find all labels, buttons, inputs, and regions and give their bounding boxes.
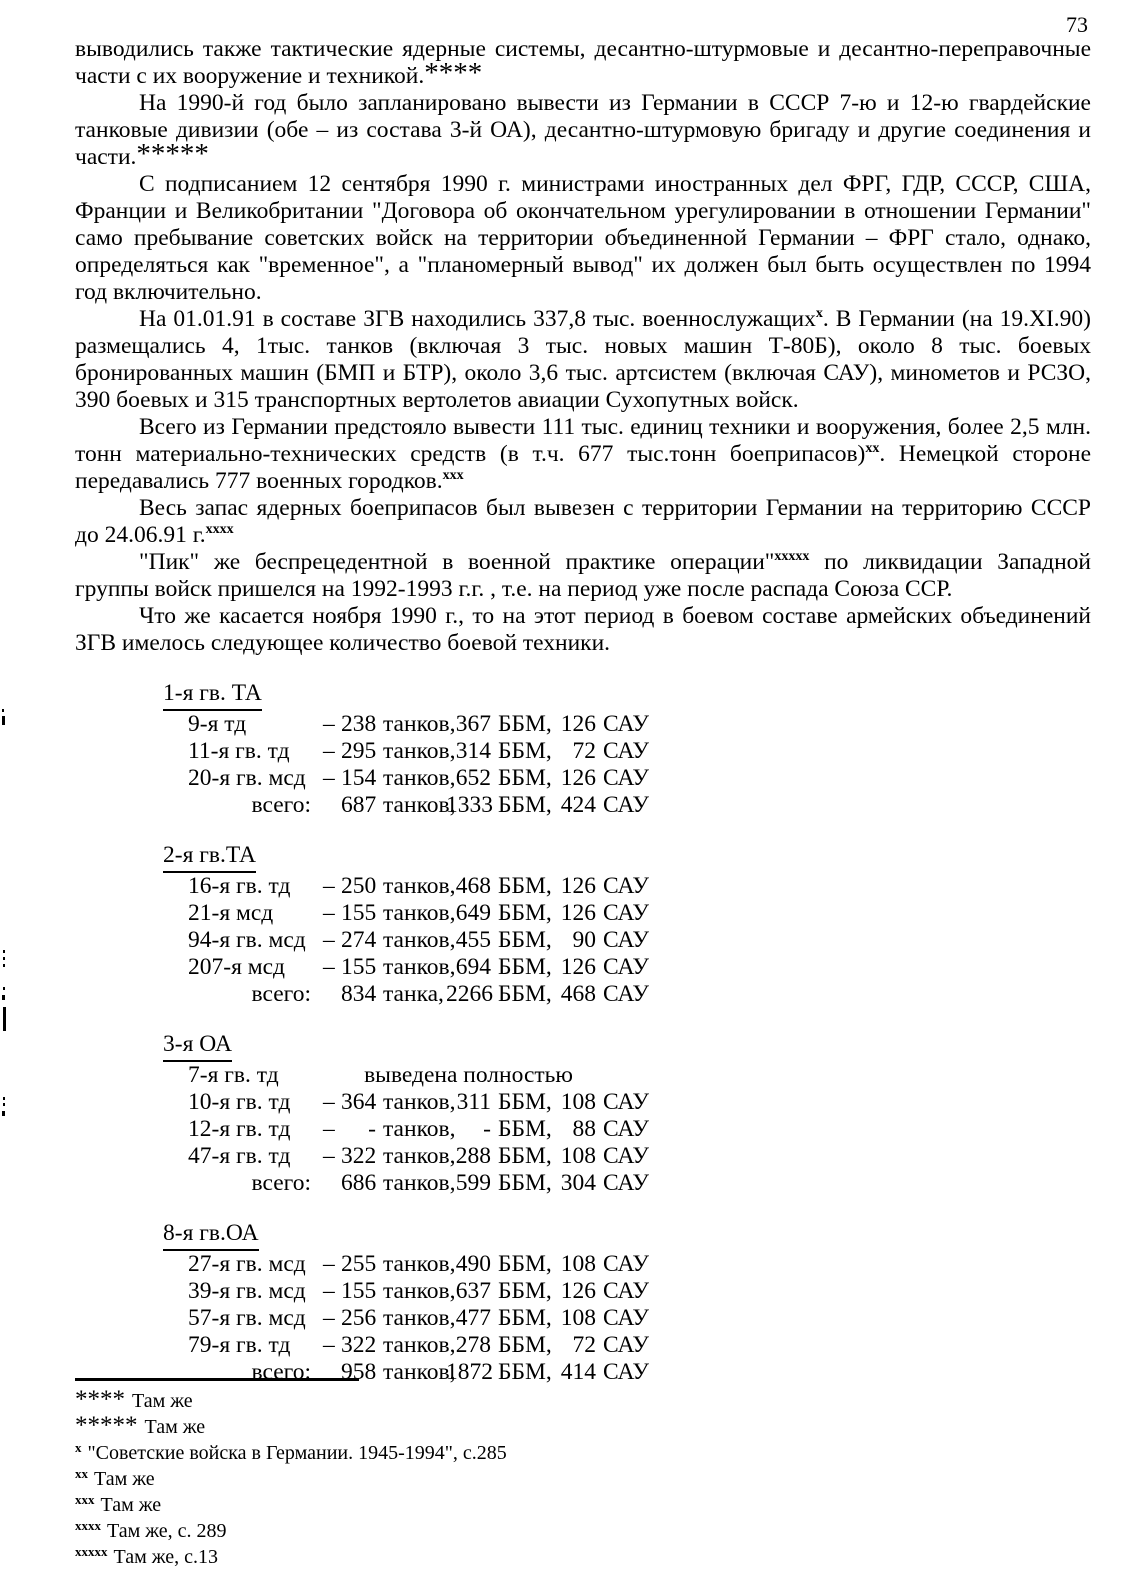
sau-count: 90 <box>572 927 596 953</box>
footnote-marker: ***** <box>136 138 209 170</box>
bbm-unit: ББМ, <box>498 927 552 953</box>
table-row <box>163 927 1091 954</box>
army-section <box>163 840 1091 1008</box>
sau-unit: САУ <box>603 738 650 764</box>
tanks-unit: танков, <box>383 765 456 791</box>
tanks-unit: танков, <box>383 1170 456 1196</box>
scan-artifact-mark <box>3 987 5 990</box>
dash: – <box>323 765 335 791</box>
bbm-unit: ББМ, <box>498 765 552 791</box>
bbm-unit: ББМ, <box>498 981 552 1007</box>
bbm-count: 2266 <box>446 981 493 1007</box>
tanks-count: - <box>368 1116 376 1142</box>
paragraph <box>75 549 1091 603</box>
tanks-unit: танков, <box>383 738 456 764</box>
tanks-unit: танков, <box>383 927 456 953</box>
army-section <box>163 1218 1091 1386</box>
footnote <box>75 1414 835 1440</box>
sau-count: 108 <box>560 1089 596 1115</box>
sau-unit: САУ <box>603 1116 650 1142</box>
footnote <box>75 1518 835 1544</box>
paragraph <box>75 306 1091 414</box>
footnote-text: "Советские войска в Германии. 1945-1994", с.285 <box>87 1442 507 1464</box>
unit-name: 10-я гв. тд <box>188 1089 291 1115</box>
table-total-row <box>163 1170 1091 1197</box>
sau-count: 108 <box>560 1251 596 1277</box>
tanks-unit: танков, <box>383 1359 456 1385</box>
sau-unit: САУ <box>603 792 650 818</box>
sau-count: 126 <box>560 873 596 899</box>
dash: – <box>323 954 335 980</box>
footnote-marker: xx <box>865 441 880 456</box>
scan-artifact-mark <box>2 709 4 712</box>
table-row <box>163 1143 1091 1170</box>
tanks-unit: танка, <box>383 981 444 1007</box>
sau-count: 424 <box>560 792 596 818</box>
table-row <box>163 1089 1091 1116</box>
footnote-text: Там же <box>144 1416 206 1438</box>
footnote-separator <box>75 1378 359 1381</box>
scan-artifact-mark <box>3 964 5 967</box>
table-row <box>163 954 1091 981</box>
tanks-count: 155 <box>341 900 377 926</box>
dash: – <box>323 1116 335 1142</box>
footnote <box>75 1492 835 1518</box>
bbm-count: 468 <box>455 873 491 899</box>
army-section <box>163 1029 1091 1197</box>
unit-name: 21-я мсд <box>188 900 274 926</box>
unit-name: 39-я гв. мсд <box>188 1278 306 1304</box>
bbm-unit: ББМ, <box>498 873 552 899</box>
army-title-row <box>163 1218 1091 1251</box>
army-title-row <box>163 840 1091 873</box>
unit-name: 16-я гв. тд <box>188 873 291 899</box>
bbm-unit: ББМ, <box>498 1143 552 1169</box>
unit-name: 79-я гв. тд <box>188 1332 291 1358</box>
sau-unit: САУ <box>603 1089 650 1115</box>
scan-artifact-mark <box>2 1111 5 1116</box>
total-label: всего: <box>251 1359 311 1385</box>
table-total-row <box>163 792 1091 819</box>
sau-count: 126 <box>560 765 596 791</box>
sau-count: 72 <box>572 738 596 764</box>
tanks-count: 686 <box>341 1170 377 1196</box>
tanks-count: 154 <box>341 765 377 791</box>
sau-unit: САУ <box>603 1251 650 1277</box>
tanks-unit: танков, <box>383 1251 456 1277</box>
tanks-count: 250 <box>341 873 377 899</box>
dash: – <box>323 1143 335 1169</box>
tanks-unit: танков, <box>383 873 456 899</box>
unit-name: 94-я гв. мсд <box>188 927 306 953</box>
dash: – <box>323 738 335 764</box>
bbm-count: 637 <box>455 1278 491 1304</box>
footnote-text: Там же <box>94 1468 155 1490</box>
sau-count: 126 <box>560 954 596 980</box>
sau-unit: САУ <box>603 1278 650 1304</box>
footnote-ref-marker: xx <box>75 1466 88 1481</box>
bbm-count: 490 <box>455 1251 491 1277</box>
text-run: . Немецкой стороне передавались 777 военных городков. <box>75 441 1091 494</box>
table-row <box>163 1278 1091 1305</box>
total-label: всего: <box>251 981 311 1007</box>
bbm-count: - <box>483 1116 491 1142</box>
paragraph <box>75 603 1091 657</box>
bbm-unit: ББМ, <box>498 1251 552 1277</box>
army-tables <box>163 678 1091 1386</box>
tanks-count: 322 <box>341 1143 377 1169</box>
bbm-count: 477 <box>455 1305 491 1331</box>
total-label: всего: <box>251 792 311 818</box>
body-paragraphs <box>75 36 1091 657</box>
text-run: выводились также тактические ядерные системы, десантно-штурмовые и десантно-переправочные части с их вооружение и техникой. <box>75 36 1091 89</box>
tanks-count: 364 <box>341 1089 377 1115</box>
dash: – <box>323 927 335 953</box>
sau-unit: САУ <box>603 1305 650 1331</box>
dash <box>323 792 341 819</box>
dash: – <box>323 711 335 737</box>
text-run: . В Германии (на 19.XI.90) размещались 4, 1тыс. танков (включая 3 тыс. новых машин Т-80Б), около 8 тыс. боевых бронированных машин (БМП и БТР), около 3,6 тыс. артсистем (включая САУ), минометов и РСЗО, 390 боевых и 315 транспортных вертолетов авиации Сухопутных войск. <box>75 306 1091 413</box>
unit-name: 12-я гв. тд <box>188 1116 291 1142</box>
sau-count: 108 <box>560 1305 596 1331</box>
table-row <box>163 765 1091 792</box>
tanks-count: 238 <box>341 711 377 737</box>
footnote-marker: x <box>815 306 823 321</box>
text-run: Весь запас ядерных боеприпасов был вывезен с территории Германии на территорию СССР до 24.06.91 г. <box>75 495 1091 548</box>
army-title: 3-я ОА <box>163 1029 232 1062</box>
text-run: Что же касается ноября 1990 г., то на этот период в боевом составе армейских объединений ЗГВ имелось следующее количество боевой техники. <box>75 603 1091 656</box>
sau-count: 304 <box>560 1170 596 1196</box>
footnote-marker: xxxx <box>205 522 234 537</box>
page-number: 73 <box>1066 12 1088 37</box>
table-row <box>163 738 1091 765</box>
bbm-count: 649 <box>455 900 491 926</box>
footnote-marker: **** <box>424 57 483 89</box>
footnote-text: Там же, с. 289 <box>107 1520 227 1542</box>
page-content <box>75 36 1091 1386</box>
sau-unit: САУ <box>603 981 650 1007</box>
scan-artifact-mark <box>3 950 5 953</box>
footnote-ref-marker: ***** <box>75 1412 138 1439</box>
bbm-count: 652 <box>455 765 491 791</box>
bbm-count: 599 <box>455 1170 491 1196</box>
bbm-unit: ББМ, <box>498 792 552 818</box>
tanks-count: 274 <box>341 927 377 953</box>
bbm-count: 314 <box>455 738 491 764</box>
bbm-unit: ББМ, <box>498 1116 552 1142</box>
army-title: 8-я гв.ОА <box>163 1218 259 1251</box>
unit-name: 9-я тд <box>188 711 247 737</box>
bbm-unit: ББМ, <box>498 1170 552 1196</box>
table-row <box>163 873 1091 900</box>
bbm-unit: ББМ, <box>498 900 552 926</box>
bbm-count: 694 <box>455 954 491 980</box>
text-run: С подписанием 12 сентября 1990 г. министрами иностранных дел ФРГ, ГДР, СССР, США, Франции и Великобритании "Договора об окончательном урегулировании в отношении Германии" само пребывание советских войск на территории объединенной Германии – ФРГ стало, однако, определяться как "временное", а "планомерный вывод" их должен был быть осуществлен по 1994 год включительно. <box>75 171 1091 305</box>
bbm-count: 1333 <box>446 792 493 818</box>
text-run: На 01.01.91 в составе ЗГВ находились 337,8 тыс. военнослужащих <box>139 306 816 332</box>
sau-unit: САУ <box>603 1170 650 1196</box>
footnote <box>75 1544 835 1570</box>
unit-name: 47-я гв. тд <box>188 1143 291 1169</box>
text-run: "Пик" же беспрецедентной в военной практике операции" <box>139 549 775 575</box>
tanks-unit: танков, <box>383 792 456 818</box>
tanks-count: 958 <box>341 1359 377 1385</box>
paragraph <box>75 90 1091 171</box>
footnote-text: Там же <box>132 1390 193 1412</box>
bbm-count: 367 <box>455 711 491 737</box>
army-title-row <box>163 1029 1091 1062</box>
paragraph <box>75 36 1091 90</box>
tanks-unit: танков, <box>383 954 456 980</box>
sau-count: 468 <box>560 981 596 1007</box>
sau-count: 108 <box>560 1143 596 1169</box>
dash: – <box>323 1305 335 1331</box>
footnote <box>75 1440 835 1466</box>
sau-unit: САУ <box>603 900 650 926</box>
footnote-ref-marker: xxx <box>75 1492 95 1507</box>
table-row <box>163 1116 1091 1143</box>
tanks-count: 256 <box>341 1305 377 1331</box>
sau-unit: САУ <box>603 954 650 980</box>
paragraph <box>75 414 1091 495</box>
bbm-unit: ББМ, <box>498 1305 552 1331</box>
sau-unit: САУ <box>603 711 650 737</box>
footnote <box>75 1388 835 1414</box>
text-run: по ликвидации Западной группы войск пришелся на 1992-1993 г.г. , т.е. на период уже после распада Союза ССР. <box>75 549 1091 602</box>
paragraph <box>75 495 1091 549</box>
unit-note: выведена полностью <box>364 1062 573 1088</box>
paragraph <box>75 171 1091 306</box>
bbm-count: 455 <box>455 927 491 953</box>
army-section <box>163 678 1091 819</box>
dash: – <box>323 1278 335 1304</box>
footnote-text: Там же <box>100 1494 162 1516</box>
tanks-unit: танков, <box>383 1332 456 1358</box>
footnotes-block <box>75 1378 835 1570</box>
unit-name: 27-я гв. мсд <box>188 1251 306 1277</box>
tanks-unit: танков, <box>383 900 456 926</box>
unit-name: 7-я гв. тд <box>188 1062 279 1088</box>
dash <box>323 1170 341 1197</box>
tanks-count: 322 <box>341 1332 377 1358</box>
bbm-count: 288 <box>455 1143 491 1169</box>
dash: – <box>323 873 335 899</box>
text-run: Всего из Германии предстояло вывести 111 тыс. единиц техники и вооружения, более 2,5 млн. тонн материально-технических средств (в т.ч. 677 тыс.тонн боеприпасов) <box>75 414 1091 467</box>
tanks-count: 295 <box>341 738 377 764</box>
bbm-count: 1872 <box>446 1359 493 1385</box>
sau-unit: САУ <box>603 927 650 953</box>
footnote-marker: xxxxx <box>774 549 810 564</box>
unit-name: 207-я мсд <box>188 954 286 980</box>
scan-artifact-mark <box>3 1007 6 1031</box>
tanks-unit: танков, <box>383 1116 456 1142</box>
scan-artifact-mark <box>3 957 5 960</box>
sau-unit: САУ <box>603 873 650 899</box>
tanks-unit: танков, <box>383 1305 456 1331</box>
bbm-unit: ББМ, <box>498 1359 552 1385</box>
bbm-unit: ББМ, <box>498 1332 552 1358</box>
tanks-count: 155 <box>341 954 377 980</box>
table-row <box>163 1251 1091 1278</box>
tanks-unit: танков, <box>383 1143 456 1169</box>
bbm-unit: ББМ, <box>498 1089 552 1115</box>
footnote-marker: xxx <box>442 468 464 483</box>
footnote-text: Там же, с.13 <box>113 1546 219 1568</box>
tanks-count: 834 <box>341 981 377 1007</box>
table-total-row <box>163 981 1091 1008</box>
army-title: 1-я гв. ТА <box>163 678 262 711</box>
sau-count: 126 <box>560 1278 596 1304</box>
dash: – <box>323 1332 335 1358</box>
army-title: 2-я гв.ТА <box>163 840 256 873</box>
footnotes-list <box>75 1388 835 1570</box>
bbm-unit: ББМ, <box>498 1278 552 1304</box>
tanks-unit: танков, <box>383 1278 456 1304</box>
unit-name: 11-я гв. тд <box>188 738 290 764</box>
bbm-count: 311 <box>456 1089 491 1115</box>
footnote <box>75 1466 835 1492</box>
footnote-ref-marker: x <box>75 1440 82 1455</box>
sau-count: 126 <box>560 711 596 737</box>
bbm-unit: ББМ, <box>498 738 552 764</box>
text-run: На 1990-й год было запланировано вывести из Германии в СССР 7-ю и 12-ю гвардейские танковые дивизии (обе – из состава 3-й ОА), десантно-штурмовую бригаду и другие соединения и части. <box>75 90 1091 170</box>
table-row <box>163 900 1091 927</box>
tanks-unit: танков, <box>383 711 456 737</box>
scan-artifact-mark <box>3 1097 5 1100</box>
total-label: всего: <box>251 1170 311 1196</box>
sau-unit: САУ <box>603 765 650 791</box>
scan-artifact-mark <box>2 995 5 1000</box>
table-row <box>163 1062 1091 1089</box>
sau-unit: САУ <box>603 1332 650 1358</box>
table-row <box>163 1305 1091 1332</box>
footnote-ref-marker: xxxx <box>75 1518 101 1533</box>
bbm-unit: ББМ, <box>498 954 552 980</box>
table-row <box>163 1332 1091 1359</box>
sau-unit: САУ <box>603 1359 650 1385</box>
scan-artifact-mark <box>3 1103 5 1106</box>
tanks-count: 687 <box>341 792 377 818</box>
sau-count: 88 <box>572 1116 596 1142</box>
sau-unit: САУ <box>603 1143 650 1169</box>
army-title-row <box>163 678 1091 711</box>
table-row <box>163 711 1091 738</box>
bbm-unit: ББМ, <box>498 711 552 737</box>
dash <box>323 981 341 1008</box>
scan-artifact-mark <box>2 716 5 725</box>
tanks-count: 255 <box>341 1251 377 1277</box>
tanks-count: 155 <box>341 1278 377 1304</box>
footnote-ref-marker: **** <box>75 1386 125 1413</box>
dash: – <box>323 1089 335 1115</box>
sau-count: 414 <box>560 1359 596 1385</box>
sau-count: 72 <box>572 1332 596 1358</box>
dash: – <box>323 1251 335 1277</box>
footnote-ref-marker: xxxxx <box>75 1544 108 1559</box>
tanks-unit: танков, <box>383 1089 456 1115</box>
unit-name: 20-я гв. мсд <box>188 765 306 791</box>
dash: – <box>323 900 335 926</box>
unit-name: 57-я гв. мсд <box>188 1305 306 1331</box>
sau-count: 126 <box>560 900 596 926</box>
bbm-count: 278 <box>455 1332 491 1358</box>
